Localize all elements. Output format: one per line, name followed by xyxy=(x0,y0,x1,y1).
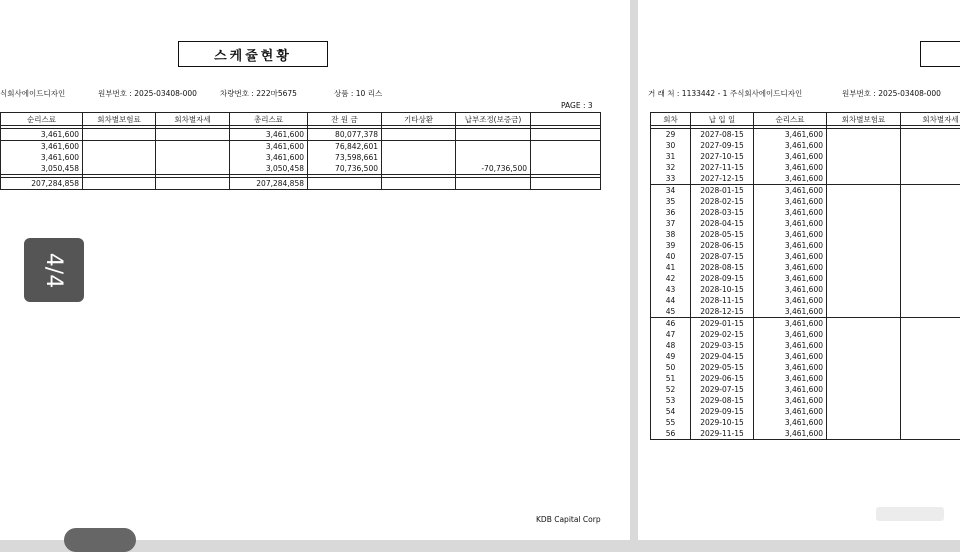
cell xyxy=(827,329,901,340)
table-row xyxy=(1,129,601,141)
cell: 2029-10-15 xyxy=(691,417,754,428)
cell xyxy=(827,306,901,318)
cell xyxy=(901,384,960,395)
cell: 53 xyxy=(651,395,691,406)
cell: 2029-09-15 xyxy=(691,406,754,417)
cell: 56 xyxy=(651,428,691,440)
cell: 3,461,600 xyxy=(754,373,827,384)
cell xyxy=(531,178,601,190)
schedule-table-right xyxy=(650,112,960,440)
cell: 29 xyxy=(651,129,691,141)
cell: 3,461,600 xyxy=(754,284,827,295)
col-header: 순리스료 xyxy=(1,113,83,126)
cell: 52 xyxy=(651,384,691,395)
cell xyxy=(901,196,960,207)
col-header: 순리스료 xyxy=(754,113,827,126)
cell xyxy=(531,129,601,141)
cell xyxy=(901,218,960,229)
cell xyxy=(827,273,901,284)
cell: 47 xyxy=(651,329,691,340)
cell xyxy=(827,229,901,240)
cell xyxy=(382,178,456,190)
cell: 40 xyxy=(651,251,691,262)
cell: 2028-07-15 xyxy=(691,251,754,262)
cell xyxy=(901,251,960,262)
cell xyxy=(827,284,901,295)
cell: 3,461,600 xyxy=(754,273,827,284)
cell xyxy=(901,240,960,251)
cell xyxy=(827,295,901,306)
cell xyxy=(827,428,901,440)
cell xyxy=(827,318,901,330)
cell: 2028-11-15 xyxy=(691,295,754,306)
page-number: PAGE : 3 xyxy=(561,101,593,110)
cell xyxy=(827,173,901,185)
table-row xyxy=(651,395,960,406)
cell xyxy=(901,262,960,273)
cell: 37 xyxy=(651,218,691,229)
cell xyxy=(382,163,456,175)
cell: 31 xyxy=(651,151,691,162)
cell: 70,736,500 xyxy=(308,163,382,175)
cell xyxy=(901,207,960,218)
cell: 3,461,600 xyxy=(754,329,827,340)
total-row xyxy=(1,178,601,190)
col-header: 납 입 일 xyxy=(691,113,754,126)
table-row xyxy=(651,185,960,197)
cell xyxy=(901,295,960,306)
customer-info: 식회사에이드디자인 xyxy=(0,88,65,99)
cell: 50 xyxy=(651,362,691,373)
cell xyxy=(901,318,960,330)
cell xyxy=(901,151,960,162)
page-indicator-text: 4/4 xyxy=(42,252,67,287)
cell: 2027-09-15 xyxy=(691,140,754,151)
cell: 3,461,600 xyxy=(230,129,308,141)
cell: 30 xyxy=(651,140,691,151)
table-row xyxy=(651,284,960,295)
cell: 2029-11-15 xyxy=(691,428,754,440)
cell: 36 xyxy=(651,207,691,218)
cell: 43 xyxy=(651,284,691,295)
cell: 3,461,600 xyxy=(754,395,827,406)
page-title-partial xyxy=(920,41,960,67)
cell xyxy=(901,284,960,295)
cell: 3,461,600 xyxy=(754,196,827,207)
cell: 80,077,378 xyxy=(308,129,382,141)
cell: 3,461,600 xyxy=(754,251,827,262)
cell: 3,461,600 xyxy=(754,129,827,141)
cell: 38 xyxy=(651,229,691,240)
col-header: 회차 xyxy=(651,113,691,126)
cell xyxy=(531,152,601,163)
cell xyxy=(827,351,901,362)
cell: 2028-03-15 xyxy=(691,207,754,218)
total-cell: 207,284,858 xyxy=(230,178,308,190)
cell: 46 xyxy=(651,318,691,330)
product-info: 상품 : 10 리스 xyxy=(334,88,382,99)
cell: 51 xyxy=(651,373,691,384)
cell xyxy=(901,340,960,351)
table-row xyxy=(1,152,601,163)
cell xyxy=(827,140,901,151)
cell: 3,461,600 xyxy=(754,417,827,428)
cell: 49 xyxy=(651,351,691,362)
table-row xyxy=(651,306,960,318)
contract-number: 원부번호 : 2025-03408-000 xyxy=(842,88,941,99)
cell: 3,461,600 xyxy=(1,129,83,141)
table-row xyxy=(651,406,960,417)
col-header: 기타상환 xyxy=(382,113,456,126)
cell xyxy=(827,373,901,384)
cell xyxy=(901,162,960,173)
cell: 73,598,661 xyxy=(308,152,382,163)
cell: 76,842,601 xyxy=(308,141,382,153)
cell xyxy=(827,251,901,262)
cell xyxy=(827,395,901,406)
cell: 3,461,600 xyxy=(754,173,827,185)
cell: 3,461,600 xyxy=(754,306,827,318)
cell: 3,461,600 xyxy=(754,218,827,229)
cell: 3,050,458 xyxy=(1,163,83,175)
cell: 2028-01-15 xyxy=(691,185,754,197)
table-row xyxy=(651,428,960,440)
table-row xyxy=(651,251,960,262)
cell xyxy=(83,163,156,175)
col-header: 회차별자세 xyxy=(156,113,230,126)
cell: 34 xyxy=(651,185,691,197)
cell xyxy=(827,185,901,197)
cell xyxy=(83,152,156,163)
cell xyxy=(901,229,960,240)
cell: 2029-07-15 xyxy=(691,384,754,395)
cell xyxy=(827,406,901,417)
cell: 3,461,600 xyxy=(1,141,83,153)
table-row xyxy=(1,163,601,175)
table-row xyxy=(651,218,960,229)
cell: 3,461,600 xyxy=(754,362,827,373)
cell xyxy=(827,129,901,141)
cell: 3,461,600 xyxy=(754,240,827,251)
cell: 32 xyxy=(651,162,691,173)
cell xyxy=(827,362,901,373)
watermark-logo xyxy=(876,507,944,521)
cell: 2028-06-15 xyxy=(691,240,754,251)
table-row xyxy=(651,373,960,384)
cell xyxy=(901,173,960,185)
cell xyxy=(901,406,960,417)
cell: 3,461,600 xyxy=(754,384,827,395)
cell xyxy=(156,163,230,175)
cell: 2027-12-15 xyxy=(691,173,754,185)
table-row xyxy=(651,207,960,218)
cell xyxy=(901,417,960,428)
footer-brand: KDB Capital Corp xyxy=(536,515,601,524)
cell: 2028-05-15 xyxy=(691,229,754,240)
table-row xyxy=(651,351,960,362)
cell: 2028-08-15 xyxy=(691,262,754,273)
cell xyxy=(156,152,230,163)
cell xyxy=(827,151,901,162)
table-row xyxy=(651,384,960,395)
cell: 3,461,600 xyxy=(754,185,827,197)
col-header: 총리스료 xyxy=(230,113,308,126)
cell: 3,461,600 xyxy=(1,152,83,163)
cell: 3,461,600 xyxy=(754,340,827,351)
cell xyxy=(901,351,960,362)
cell: 3,461,600 xyxy=(754,295,827,306)
cell xyxy=(827,384,901,395)
cell: 3,461,600 xyxy=(754,351,827,362)
cell: 3,461,600 xyxy=(754,406,827,417)
cell: 3,461,600 xyxy=(754,262,827,273)
cell: 44 xyxy=(651,295,691,306)
cell: 2029-04-15 xyxy=(691,351,754,362)
cell xyxy=(901,395,960,406)
table-row xyxy=(651,362,960,373)
cell xyxy=(156,129,230,141)
schedule-table-left xyxy=(0,112,601,190)
cell: 3,461,600 xyxy=(230,152,308,163)
cell xyxy=(156,141,230,153)
cell: 2029-06-15 xyxy=(691,373,754,384)
cell xyxy=(827,262,901,273)
cell: 3,050,458 xyxy=(230,163,308,175)
cell xyxy=(901,329,960,340)
cell xyxy=(156,178,230,190)
cell: 2029-05-15 xyxy=(691,362,754,373)
table-row xyxy=(651,417,960,428)
table-row xyxy=(651,173,960,185)
table-row xyxy=(651,151,960,162)
document-page-right xyxy=(638,0,960,540)
cell: 2028-10-15 xyxy=(691,284,754,295)
cell: 2028-12-15 xyxy=(691,306,754,318)
col-header: 납부조정(보증금) xyxy=(456,113,531,126)
total-cell: 207,284,858 xyxy=(1,178,83,190)
cell xyxy=(827,417,901,428)
cell: 48 xyxy=(651,340,691,351)
cell xyxy=(901,362,960,373)
cell: 2029-03-15 xyxy=(691,340,754,351)
col-header: 회차별보험료 xyxy=(83,113,156,126)
cell: 2027-10-15 xyxy=(691,151,754,162)
cell: 2029-02-15 xyxy=(691,329,754,340)
vehicle-number: 차량번호 : 222마5675 xyxy=(220,88,297,99)
col-header xyxy=(531,113,601,126)
table-header-row xyxy=(1,113,601,126)
cell: 33 xyxy=(651,173,691,185)
cell: 45 xyxy=(651,306,691,318)
cell: 3,461,600 xyxy=(754,207,827,218)
cell xyxy=(456,129,531,141)
table-row xyxy=(651,340,960,351)
cell xyxy=(901,428,960,440)
cell: 3,461,600 xyxy=(754,162,827,173)
cell xyxy=(456,178,531,190)
cell: 39 xyxy=(651,240,691,251)
cell: 3,461,600 xyxy=(754,140,827,151)
cell xyxy=(827,218,901,229)
cell xyxy=(901,306,960,318)
cell: 54 xyxy=(651,406,691,417)
cell xyxy=(901,140,960,151)
customer-info: 거 래 처 : 1133442 - 1 주식회사에이드디자인 xyxy=(648,88,802,99)
cell: 2027-11-15 xyxy=(691,162,754,173)
cell xyxy=(827,340,901,351)
cell: 35 xyxy=(651,196,691,207)
table-row xyxy=(651,273,960,284)
cell: 2028-02-15 xyxy=(691,196,754,207)
cell: 2028-09-15 xyxy=(691,273,754,284)
page-title: 스케쥴현황 xyxy=(178,41,328,67)
table-row xyxy=(1,141,601,153)
cell xyxy=(901,185,960,197)
cell: 3,461,600 xyxy=(754,151,827,162)
cell xyxy=(827,162,901,173)
table-row xyxy=(651,196,960,207)
table-row xyxy=(651,129,960,141)
cell: 2028-04-15 xyxy=(691,218,754,229)
cell: 41 xyxy=(651,262,691,273)
cell: 3,461,600 xyxy=(754,428,827,440)
table-row xyxy=(651,318,960,330)
viewer-control-pill[interactable] xyxy=(64,528,136,552)
cell xyxy=(83,129,156,141)
cell xyxy=(308,178,382,190)
cell xyxy=(827,240,901,251)
cell xyxy=(827,196,901,207)
cell xyxy=(901,373,960,384)
cell xyxy=(827,207,901,218)
table-row xyxy=(651,329,960,340)
cell xyxy=(382,129,456,141)
table-row xyxy=(651,240,960,251)
cell: 3,461,600 xyxy=(754,318,827,330)
cell xyxy=(901,273,960,284)
col-header: 잔 원 금 xyxy=(308,113,382,126)
cell xyxy=(382,141,456,153)
table-row xyxy=(651,262,960,273)
cell: 2027-08-15 xyxy=(691,129,754,141)
cell: 3,461,600 xyxy=(230,141,308,153)
col-header: 회차별보험료 xyxy=(827,113,901,126)
cell: 55 xyxy=(651,417,691,428)
cell: 2029-01-15 xyxy=(691,318,754,330)
cell xyxy=(83,141,156,153)
cell: 42 xyxy=(651,273,691,284)
table-row xyxy=(651,295,960,306)
page-indicator xyxy=(24,238,84,302)
cell xyxy=(382,152,456,163)
cell xyxy=(901,129,960,141)
table-row xyxy=(651,162,960,173)
cell: -70,736,500 xyxy=(456,163,531,175)
cell: 2029-08-15 xyxy=(691,395,754,406)
table-row xyxy=(651,229,960,240)
cell xyxy=(456,141,531,153)
cell: 3,461,600 xyxy=(754,229,827,240)
cell xyxy=(83,178,156,190)
table-header-row xyxy=(651,113,960,126)
col-header: 회차별자세 xyxy=(901,113,960,126)
table-row xyxy=(651,140,960,151)
cell xyxy=(456,152,531,163)
contract-number: 원부번호 : 2025-03408-000 xyxy=(98,88,197,99)
cell xyxy=(531,141,601,153)
cell xyxy=(531,163,601,175)
